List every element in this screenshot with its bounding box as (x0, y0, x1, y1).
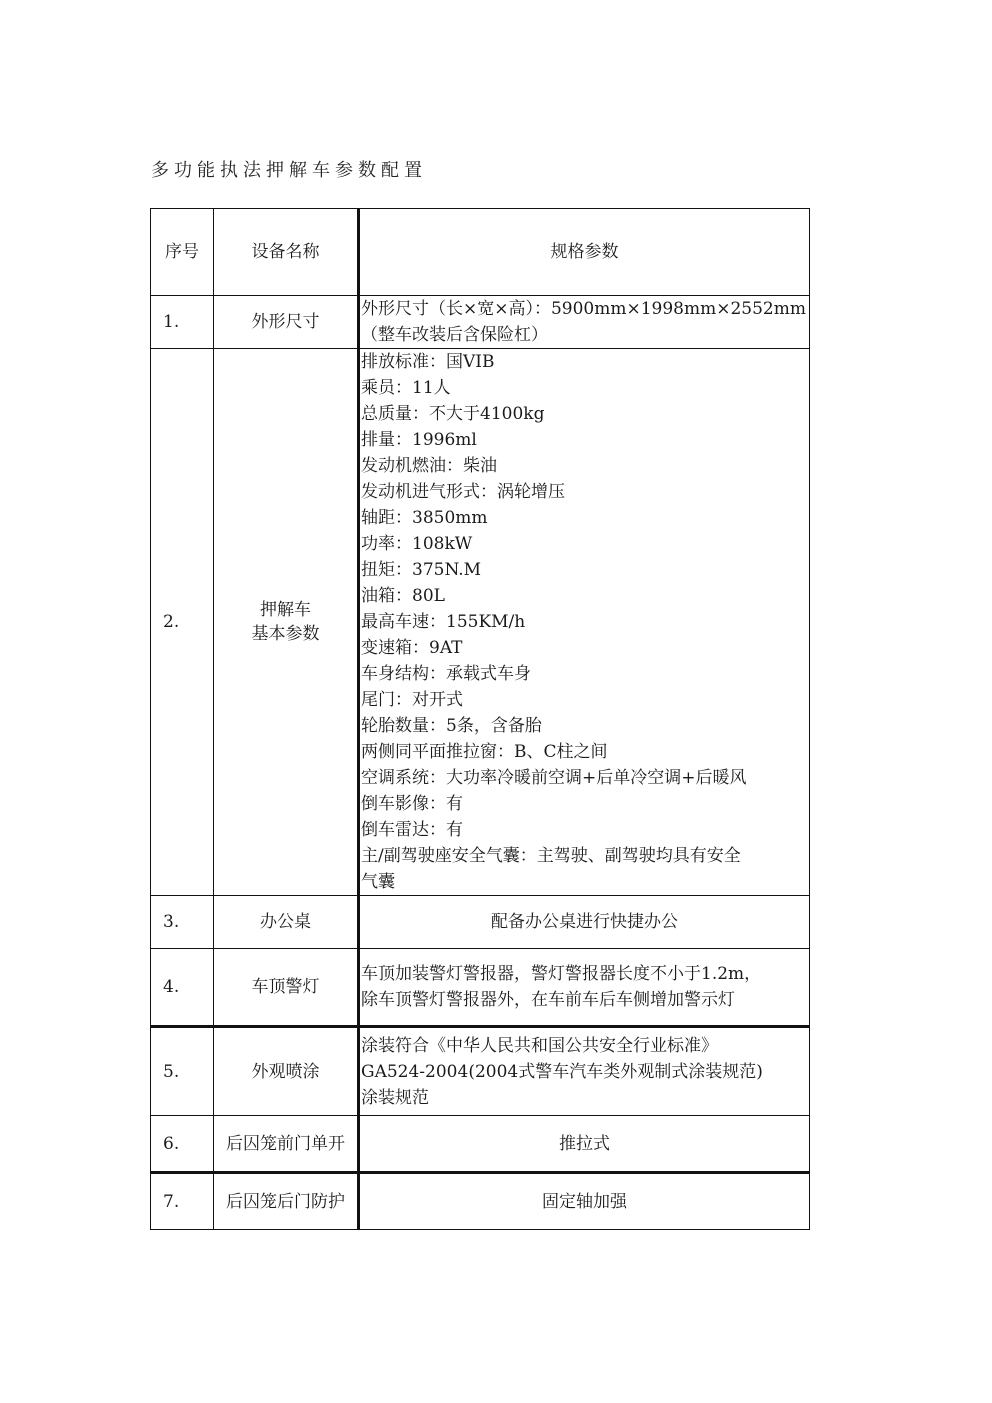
row-no: 5. (151, 1027, 214, 1116)
spec-table (150, 208, 810, 1230)
table-row (151, 1173, 810, 1230)
spec-line: 总质量：不大于4100kg (361, 404, 545, 424)
row-spec (359, 349, 810, 896)
spec-line: 主/副驾驶座安全气囊：主驾驶、副驾驶均具有安全 (361, 846, 741, 866)
row-spec (359, 1173, 810, 1230)
spec-line: 两侧同平面推拉窗：B、C柱之间 (361, 742, 608, 762)
spec-line: 空调系统：大功率冷暖前空调+后单冷空调+后暖风 (361, 768, 747, 788)
row-name-line: 外形尺寸 (251, 312, 320, 332)
spec-line: 外形尺寸（长×宽×高）：5900mm×1998mm×2552mm (361, 299, 806, 319)
row-name (214, 1116, 359, 1173)
table-row (151, 349, 810, 896)
row-name-line: 外观喷涂 (251, 1061, 320, 1082)
spec-line: 轮胎数量：5条，含备胎 (361, 716, 542, 736)
row-name (214, 349, 359, 896)
spec-line: 气囊 (361, 872, 395, 892)
spec-line: 倒车雷达：有 (361, 820, 463, 840)
row-name-line: 基本参数 (251, 624, 320, 644)
row-name (214, 1027, 359, 1116)
table-row (151, 949, 810, 1027)
row-no: 1. (151, 296, 214, 349)
header-no: 序号 (151, 209, 214, 296)
spec-line: 排量：1996ml (361, 430, 477, 450)
table-header-row (151, 209, 810, 296)
spec-line: 发动机进气形式：涡轮增压 (361, 482, 565, 502)
document-title: 多功能执法押解车参数配置 (151, 160, 427, 181)
spec-line: 最高车速：155KM/h (361, 612, 526, 632)
row-no: 2. (151, 349, 214, 896)
header-name: 设备名称 (214, 209, 359, 296)
row-name-line: 后囚笼后门防护 (226, 1191, 345, 1212)
spec-line: （整车改装后含保险杠） (361, 325, 548, 345)
row-spec (359, 1116, 810, 1173)
spec-line: 车身结构：承载式车身 (361, 664, 531, 684)
row-no: 3. (151, 896, 214, 949)
table-row (151, 1116, 810, 1173)
table-row (151, 896, 810, 949)
row-no: 6. (151, 1116, 214, 1173)
spec-line: 轴距：3850mm (361, 508, 488, 528)
spec-line: 油箱：80L (361, 586, 445, 606)
spec-line: 尾门：对开式 (361, 690, 463, 710)
row-name-line: 办公桌 (260, 912, 311, 932)
spec-line: 功率：108kW (361, 534, 473, 554)
spec-line: 车顶加装警灯警报器，警灯警报器长度不小于1.2m， (361, 964, 762, 984)
spec-line: 排放标准：国VIB (361, 352, 495, 372)
table-row (151, 1027, 810, 1116)
header-spec: 规格参数 (359, 209, 810, 296)
spec-line: 变速箱：9AT (361, 638, 463, 658)
spec-line: 除车顶警灯警报器外，在车前车后车侧增加警示灯 (361, 990, 735, 1010)
spec-line: 倒车影像：有 (361, 794, 463, 814)
row-spec (359, 896, 810, 949)
row-name-line: 后囚笼前门单开 (226, 1133, 345, 1154)
spec-line: 涂装符合《中华人民共和国公共安全行业标准》 (361, 1035, 718, 1056)
spec-line: GA524-2004(2004式警车汽车类外观制式涂装规范) (361, 1061, 763, 1082)
spec-line: 配备办公桌进行快捷办公 (491, 912, 678, 932)
spec-line: 固定轴加强 (542, 1191, 627, 1212)
row-spec (359, 296, 810, 349)
row-name (214, 896, 359, 949)
row-name (214, 296, 359, 349)
row-no: 7. (151, 1173, 214, 1230)
spec-line: 发动机燃油：柴油 (361, 456, 497, 476)
row-name-line: 押解车 (260, 600, 311, 620)
spec-line: 涂装规范 (361, 1087, 429, 1108)
row-no: 4. (151, 949, 214, 1027)
row-spec (359, 1027, 810, 1116)
spec-line: 扭矩：375N.M (361, 560, 482, 580)
row-name (214, 1173, 359, 1230)
row-name (214, 949, 359, 1027)
row-spec (359, 949, 810, 1027)
table-row (151, 296, 810, 349)
spec-line: 推拉式 (559, 1133, 610, 1154)
spec-line: 乘员：11人 (361, 378, 451, 398)
row-name-line: 车顶警灯 (251, 977, 320, 997)
